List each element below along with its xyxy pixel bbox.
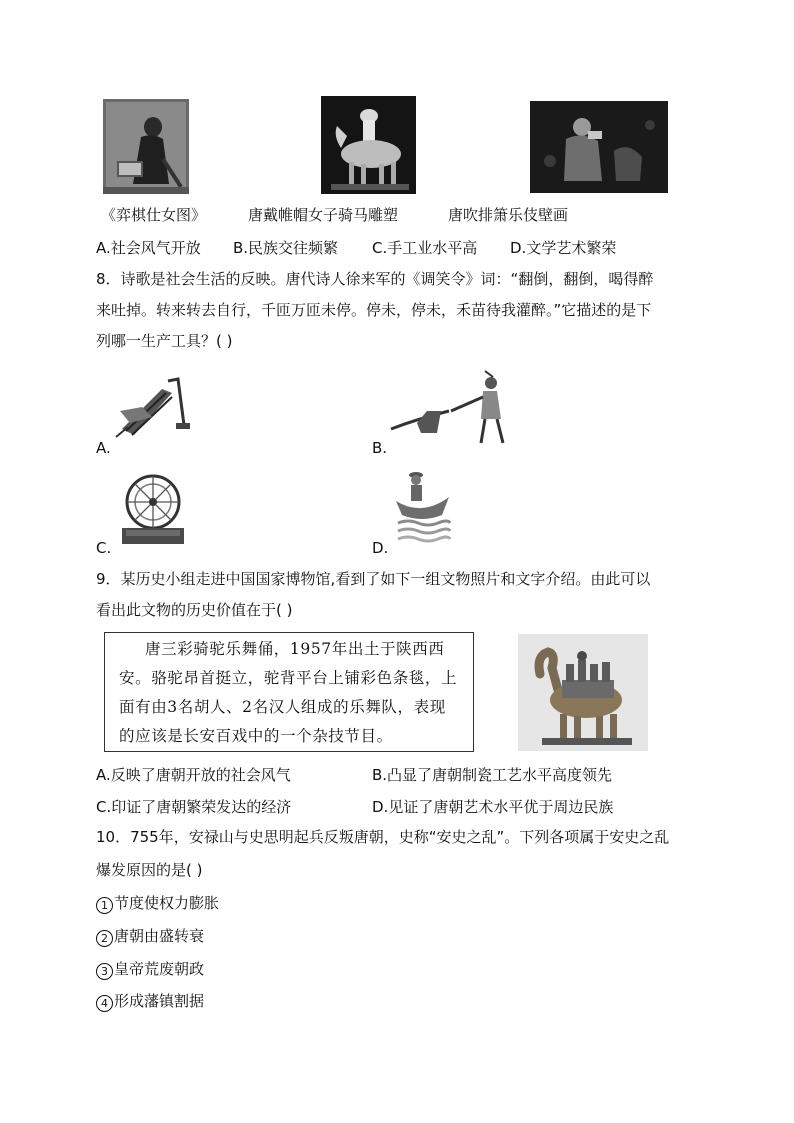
q10-item-2-text: 唐朝由盛转衰 xyxy=(114,927,205,945)
q7-caption-2: 唐戴帷帽女子骑马雕塑 xyxy=(248,206,399,224)
q8-stem-line2: 来吐掉。转来转去自行，千匝万匝未停。停未，停未，禾苗待我灌醉。”它描述的是下 xyxy=(96,301,652,319)
circled-number-3: 3 xyxy=(96,963,113,980)
tang-sancai-camel-musicians-image xyxy=(518,634,648,751)
quyuan-plow-image xyxy=(112,367,194,447)
plowing-farmer-image xyxy=(387,367,511,447)
q10-item-2[interactable] xyxy=(96,925,204,947)
tongche-waterwheel-image xyxy=(120,470,186,546)
q10-item-1[interactable] xyxy=(96,892,219,914)
box-line-3: 面有由3名胡人、2名汉人组成的乐舞队，表现 xyxy=(119,698,446,716)
circled-number-4: 4 xyxy=(96,995,113,1012)
q10-item-4[interactable] xyxy=(96,990,204,1012)
q7-caption-1: 《弈棋仕女图》 xyxy=(101,206,207,224)
veiled-woman-horse-sculpture-image xyxy=(321,96,416,194)
q9-option-d[interactable]: D.见证了唐朝艺术水平优于周边民族 xyxy=(372,798,614,816)
q9-stem-line2: 看出此文物的历史价值在于( ) xyxy=(96,601,293,619)
q10-item-3[interactable] xyxy=(96,958,204,980)
q8-option-a-label[interactable]: A. xyxy=(96,439,111,457)
q8-option-d-label[interactable]: D. xyxy=(372,539,389,557)
q8-option-b-label[interactable]: B. xyxy=(372,439,388,457)
artifact-description-box xyxy=(104,632,474,752)
circled-number-1: 1 xyxy=(96,897,113,914)
q8-stem-line3: 列哪一生产工具？( ) xyxy=(96,332,233,350)
q9-option-c[interactable]: C.印证了唐朝繁荣发达的经济 xyxy=(96,798,292,816)
q7-option-c[interactable]: C.手工业水平高 xyxy=(372,239,478,257)
q7-caption-3: 唐吹排箫乐伎壁画 xyxy=(448,206,569,224)
q10-stem-line2: 爆发原因的是( ) xyxy=(96,861,203,879)
q10-item-4-text: 形成藩镇割据 xyxy=(114,992,205,1010)
q9-option-b[interactable]: B.凸显了唐朝制瓷工艺水平高度领先 xyxy=(372,766,613,784)
q9-option-a[interactable]: A.反映了唐朝开放的社会风气 xyxy=(96,766,291,784)
box-line-2: 安。骆驼昂首挺立，驼背平台上铺彩色条毯，上 xyxy=(119,669,458,687)
q9-stem-line1: 9．某历史小组走进中国国家博物馆,看到了如下一组文物照片和文字介绍。由此可以 xyxy=(96,570,651,588)
q7-option-d[interactable]: D.文学艺术繁荣 xyxy=(510,239,617,257)
weiqi-ladies-painting-image xyxy=(103,99,189,194)
q7-option-b[interactable]: B.民族交往频繁 xyxy=(233,239,339,257)
q10-item-3-text: 皇帝荒废朝政 xyxy=(114,960,205,978)
q10-item-1-text: 节度使权力膨胀 xyxy=(114,894,220,912)
q7-option-a[interactable]: A.社会风气开放 xyxy=(96,239,201,257)
panpipe-musician-mural-image xyxy=(530,101,668,193)
q10-stem-line1: 10．755年，安禄山与史思明起兵反叛唐朝，史称“安史之乱”。下列各项属于安史之乱 xyxy=(96,828,670,846)
q8-option-c-label[interactable]: C. xyxy=(96,539,112,557)
q8-stem-line1: 8．诗歌是社会生活的反映。唐代诗人徐来军的《调笑令》词：“翻倒，翻倒，喝得醉 xyxy=(96,270,654,288)
box-line-4: 的应该是长安百戏中的一个杂技节目。 xyxy=(119,727,393,745)
boat-figure-image xyxy=(394,467,451,549)
box-line-1: 唐三彩骑驼乐舞俑，1957年出土于陕西西 xyxy=(145,640,445,658)
circled-number-2: 2 xyxy=(96,930,113,947)
